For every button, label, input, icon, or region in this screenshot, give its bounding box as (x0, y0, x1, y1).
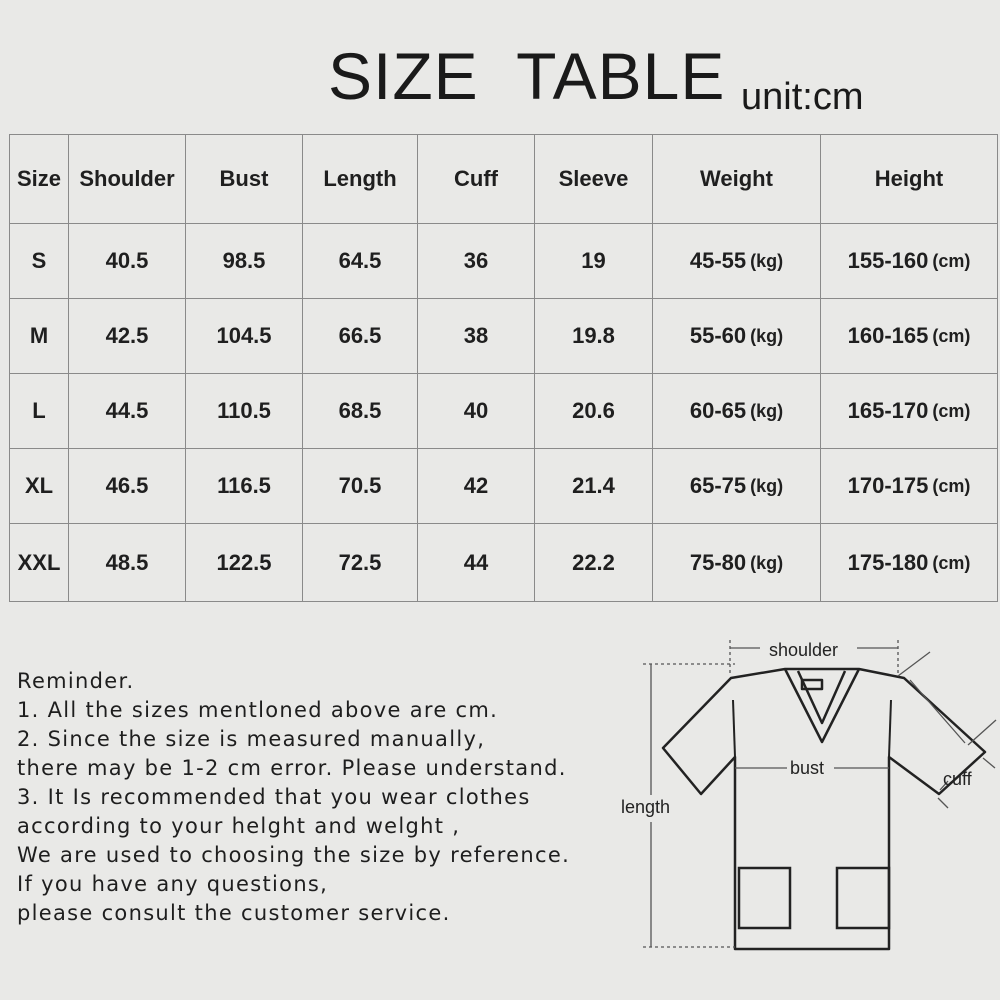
cell-size: M (10, 299, 69, 374)
weight-value: 45-55 (689, 248, 747, 273)
reminder-line: 3. It Is recommended that you wear clothes (17, 785, 531, 809)
cell-length: 64.5 (303, 224, 418, 299)
cell-length: 70.5 (303, 449, 418, 524)
header-shoulder: Shoulder (69, 135, 186, 224)
height-unit: (cm) (932, 401, 971, 421)
cell-cuff: 36 (418, 224, 535, 299)
cell-bust: 110.5 (186, 374, 303, 449)
cell-size: XL (10, 449, 69, 524)
table-header-row (10, 135, 998, 224)
cell-bust: 104.5 (186, 299, 303, 374)
cell-weight (653, 299, 821, 374)
cell-length: 66.5 (303, 299, 418, 374)
bust-label: bust (790, 758, 825, 778)
cell-sleeve: 19.8 (535, 299, 653, 374)
header-height: Height (821, 135, 998, 224)
page-title: SIZE TABLE (328, 39, 726, 113)
table-row (10, 299, 998, 374)
weight-unit: (kg) (750, 552, 784, 573)
header-bust: Bust (186, 135, 303, 224)
cell-weight (653, 449, 821, 524)
measure-lines (643, 640, 996, 947)
table-row (10, 374, 998, 449)
cell-height (821, 299, 998, 374)
cell-height (821, 524, 998, 602)
cell-cuff: 44 (418, 524, 535, 602)
weight-unit: (kg) (750, 251, 784, 271)
cell-sleeve: 19 (535, 224, 653, 299)
cell-length: 68.5 (303, 374, 418, 449)
height-unit: (cm) (932, 552, 971, 573)
reminder-line: according to your helght and welght , (17, 814, 461, 838)
unit-label: unit:cm (741, 76, 864, 118)
cell-bust: 116.5 (186, 449, 303, 524)
cell-size: XXL (10, 524, 69, 602)
header-cuff: Cuff (418, 135, 535, 224)
height-value: 160-165 (847, 323, 929, 348)
weight-unit: (kg) (750, 326, 784, 346)
table-row (10, 524, 998, 602)
reminder-line: We are used to choosing the size by reference. (17, 843, 571, 867)
height-value: 170-175 (847, 473, 929, 498)
height-value: 175-180 (847, 549, 929, 575)
cell-sleeve: 20.6 (535, 374, 653, 449)
height-unit: (cm) (932, 326, 971, 346)
table-row (10, 449, 998, 524)
cell-shoulder: 44.5 (69, 374, 186, 449)
weight-value: 60-65 (689, 398, 747, 423)
cell-shoulder: 40.5 (69, 224, 186, 299)
weight-unit: (kg) (750, 401, 784, 421)
cell-sleeve: 21.4 (535, 449, 653, 524)
cell-cuff: 38 (418, 299, 535, 374)
cell-shoulder: 48.5 (69, 524, 186, 602)
reminder-line: If you have any questions, (17, 872, 329, 896)
cell-height (821, 374, 998, 449)
cell-bust: 98.5 (186, 224, 303, 299)
weight-value: 55-60 (689, 323, 747, 348)
cell-sleeve: 22.2 (535, 524, 653, 602)
cell-size: S (10, 224, 69, 299)
reminder-line: please consult the customer service. (17, 901, 451, 925)
reminder-line: there may be 1-2 cm error. Please understand. (17, 756, 567, 780)
weight-value: 75-80 (689, 549, 747, 575)
height-value: 165-170 (847, 398, 929, 423)
cell-cuff: 40 (418, 374, 535, 449)
size-table (9, 134, 998, 602)
header-length: Length (303, 135, 418, 224)
length-label: length (621, 797, 671, 817)
cell-length: 72.5 (303, 524, 418, 602)
reminder-line: Reminder. (17, 669, 135, 693)
reminder-line: 1. All the sizes mentloned above are cm. (17, 698, 499, 722)
cell-weight (653, 524, 821, 602)
cell-weight (653, 224, 821, 299)
pocket-icons (739, 868, 889, 928)
cell-shoulder: 42.5 (69, 299, 186, 374)
header-weight: Weight (653, 135, 821, 224)
cell-height (821, 224, 998, 299)
header-size: Size (10, 135, 69, 224)
height-unit: (cm) (932, 251, 971, 271)
table-row (10, 224, 998, 299)
height-value: 155-160 (847, 248, 929, 273)
cell-size: L (10, 374, 69, 449)
height-unit: (cm) (932, 476, 971, 496)
header-sleeve: Sleeve (535, 135, 653, 224)
weight-value: 65-75 (689, 473, 747, 498)
cell-weight (653, 374, 821, 449)
weight-unit: (kg) (750, 476, 784, 496)
cuff-label: cuff (943, 769, 972, 789)
cell-height (821, 449, 998, 524)
cell-cuff: 42 (418, 449, 535, 524)
shoulder-label: shoulder (769, 640, 839, 660)
cell-bust: 122.5 (186, 524, 303, 602)
reminder-line: 2. Since the size is measured manually, (17, 727, 486, 751)
reminder-notes (17, 667, 570, 928)
garment-diagram (600, 620, 1000, 960)
cell-shoulder: 46.5 (69, 449, 186, 524)
